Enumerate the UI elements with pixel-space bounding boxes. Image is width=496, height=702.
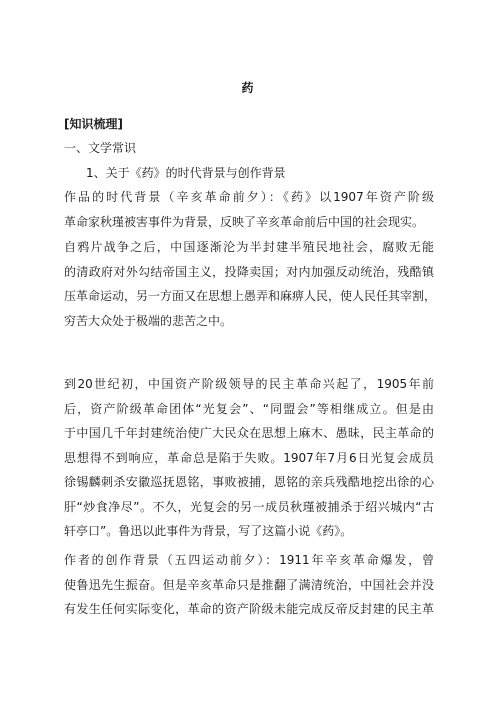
paragraph-row: 轩亭口”。鲁迅以此事件为背景，写了这篇小说《药》。 [64,524,353,538]
heading-background: 1、关于《药》的时代背景与创作背景 [86,166,286,180]
paragraph-row: 思想得不到响应，革命总是陷于失败。1907年7月6日光复会成员 [64,450,434,465]
paragraph-row: 作者的创作背景（五四运动前夕）：1911年辛亥革命爆发，曾 [64,553,434,567]
paragraph-era-background [64,185,434,234]
section-label: [知识梳理] [64,117,123,131]
paragraph-opium-war [64,235,437,333]
paragraph-row: 使鲁迅先生振奋。但是辛亥革命只是推翻了满清统治，中国社会并没 [64,577,434,592]
paragraph-row: 自鸦片战争之后，中国逐渐沦为半封建半殖民地社会，腐败无能 [64,240,434,254]
paragraph-row: 的清政府对外勾结帝国主义，投降卖国；对内加强反动统治，残酷镇 [64,264,434,279]
paragraph-row: 革命家秋瑾被害事件为背景，反映了辛亥革命前后中国的社会现实。 [64,214,425,229]
document-title: 药 [241,81,255,95]
paragraph-row: 肝“炒食净尽”。不久，光复会的另一成员秋瑾被捕杀于绍兴城内“古 [64,499,434,514]
paragraph-creation-background [64,548,434,622]
paragraph-row: 后，资产阶级革命团体“光复会”、“同盟会”等相继成立。但是由 [64,401,434,416]
paragraph-row: 徐锡麟刺杀安徽巡抚恩铭，事败被捕，恩铭的亲兵残酷地挖出徐的心 [64,475,434,489]
paragraph-row: 于中国几千年封建统治使广大民众在思想上麻木、愚昧，民主革命的 [64,426,434,440]
paragraph-row: 作品的时代背景（辛亥革命前夕）：《药》以1907年资产阶级 [64,190,434,204]
paragraph-row: 有发生任何实际变化，革命的资产阶级未能完成反帝反封建的民主革 [64,602,434,616]
heading-literary-knowledge: 一、文学常识 [64,141,137,155]
paragraph-row: 穷苦大众处于极端的悲苦之中。 [64,313,233,328]
paragraph-row: 到20世纪初，中国资产阶级领导的民主革命兴起了，1905年前 [64,377,434,391]
paragraph-row: 压革命运动，另一方面又在思想上愚弄和麻痹人民，使人民任其宰割， [64,289,437,303]
paragraph-democratic-revolution [64,372,434,544]
